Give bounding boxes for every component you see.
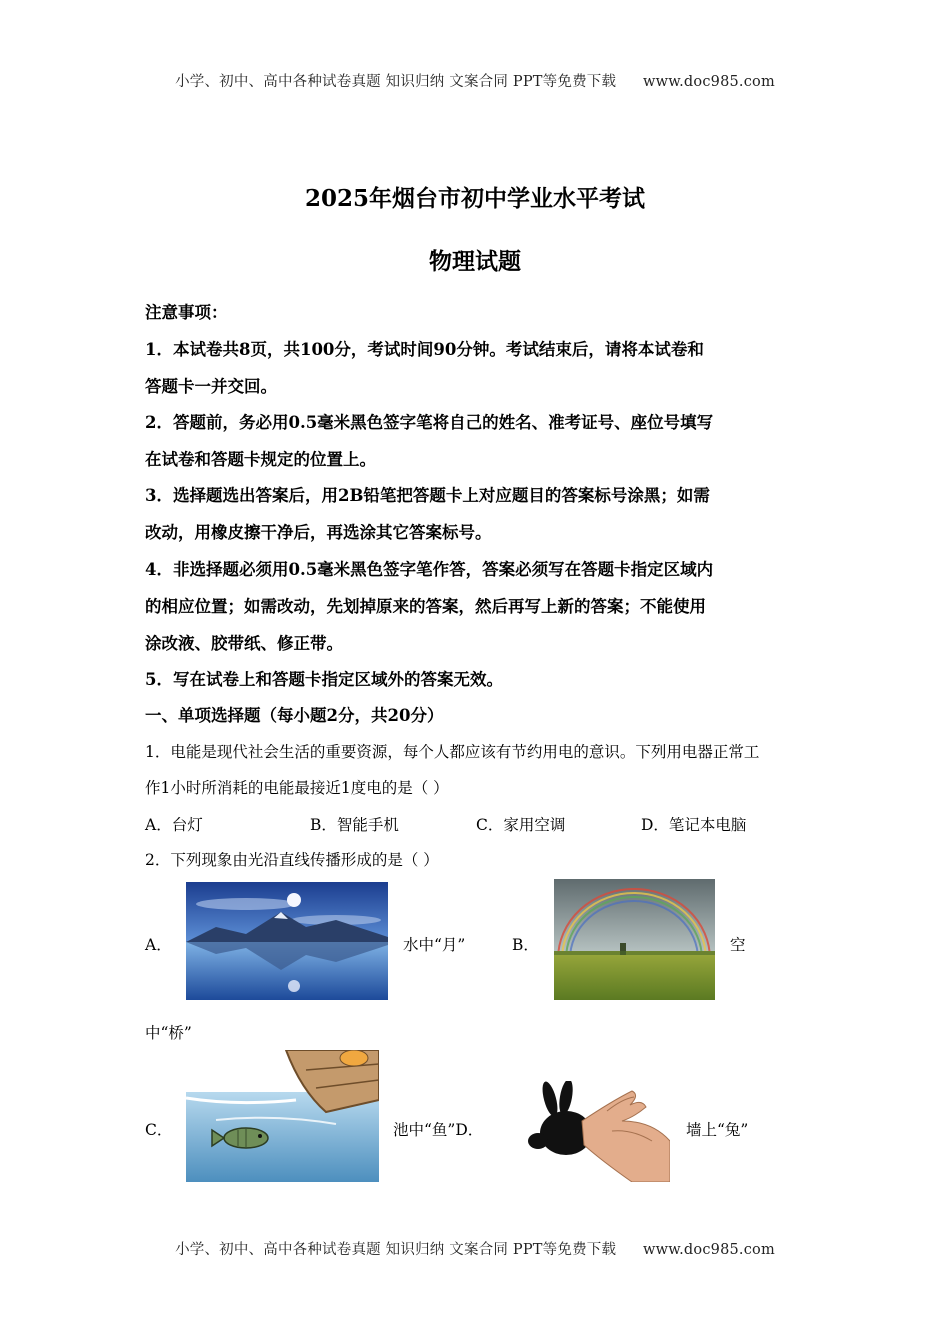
notice-line: 的相应位置；如需改动，先划掉原来的答案，然后再写上新的答案；不能使用: [145, 597, 706, 616]
hand-shadow-rabbit-image: [522, 1081, 670, 1182]
header-url[interactable]: www.doc985.com: [642, 74, 775, 90]
q2-option-c-label: C．: [145, 1121, 173, 1139]
rainbow-image: [554, 879, 715, 1000]
q2-option-b-text-cont: 中“桥”: [145, 1024, 192, 1042]
notice-line: 2．答题前，务必用0.5毫米黑色签字笔将自己的姓名、准考证号、座位号填写: [145, 413, 714, 432]
q2-option-d-text: 墙上“兔”: [686, 1121, 749, 1139]
exam-title: 2025年烟台市初中学业水平考试: [304, 185, 645, 212]
notice-heading: 注意事项：: [145, 303, 228, 322]
q2-option-b-label: B．: [512, 936, 539, 954]
q1-option-d: D．笔记本电脑: [641, 816, 747, 834]
q1-stem-line1: 1．电能是现代社会生活的重要资源，每个人都应该有节约用电的意识。下列用电器正常工: [145, 743, 760, 761]
exam-subtitle: 物理试题: [429, 248, 521, 275]
q1-option-b: B．智能手机: [310, 816, 399, 834]
notice-line: 3．选择题选出答案后，用2B铅笔把答题卡上对应题目的答案标号涂黑；如需: [145, 486, 710, 505]
notice-line: 5．写在试卷上和答题卡指定区域外的答案无效。: [145, 670, 503, 689]
notice-line: 在试卷和答题卡规定的位置上。: [145, 450, 376, 469]
q2-option-c-text: 池中“鱼”D．: [393, 1121, 484, 1139]
page-header-top: [0, 70, 950, 91]
notice-line: 改动，用橡皮擦干净后，再选涂其它答案标号。: [145, 523, 492, 542]
notice-line: 答题卡一并交回。: [145, 377, 277, 396]
q1-stem-line2: 作1小时所消耗的电能最接近1度电的是（ ）: [145, 779, 449, 797]
q2-option-a-text: 水中“月”: [403, 936, 466, 954]
q2-stem: 2．下列现象由光沿直线传播形成的是（ ）: [145, 851, 439, 869]
notice-line: 涂改液、胶带纸、修正带。: [145, 634, 343, 653]
q1-option-a: A．台灯: [145, 816, 203, 834]
footer-text: 小学、初中、高中各种试卷真题 知识归纳 文案合同 PPT等免费下载: [175, 1242, 617, 1258]
notice-line: 4．非选择题必须用0.5毫米黑色签字笔作答，答案必须写在答题卡指定区域内: [145, 560, 714, 579]
q2-option-a-label: A．: [145, 936, 172, 954]
q1-option-c: C．家用空调: [476, 816, 566, 834]
fish-pond-image: [186, 1050, 379, 1182]
section-heading: 一、单项选择题（每小题2分，共20分）: [145, 706, 444, 725]
footer-url[interactable]: www.doc985.com: [642, 1242, 775, 1258]
header-text: 小学、初中、高中各种试卷真题 知识归纳 文案合同 PPT等免费下载: [175, 74, 617, 90]
page-footer: [0, 1238, 950, 1259]
notice-line: 1．本试卷共8页，共100分，考试时间90分钟。考试结束后，请将本试卷和: [145, 340, 704, 359]
q2-option-b-text: 空: [730, 936, 746, 954]
moon-reflection-image: [186, 882, 388, 1000]
